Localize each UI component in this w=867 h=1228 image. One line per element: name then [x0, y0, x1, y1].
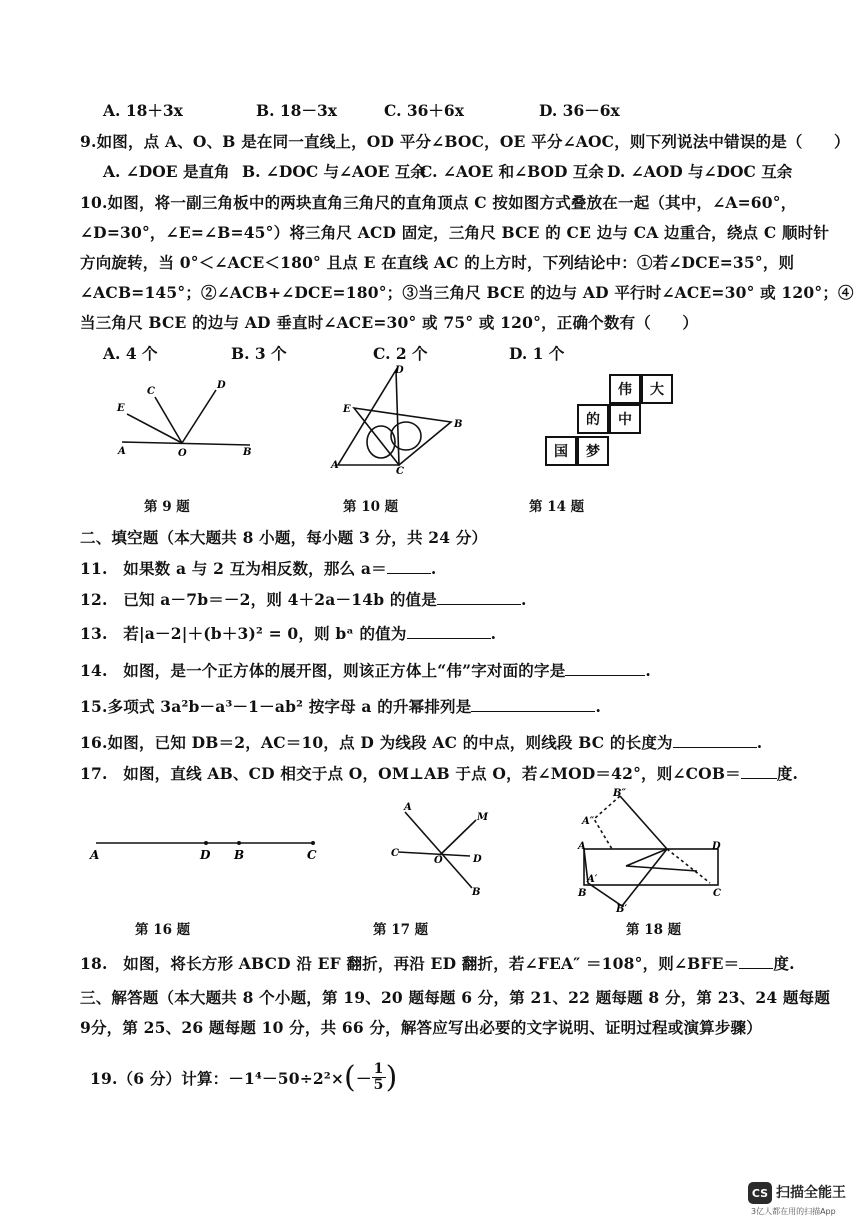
- section-3-line-1: 三、解答题（本大题共 8 个小题，第 19、20 题每题 6 分，第 21、22 题每题 8 分，第 23、24 题每题: [80, 988, 831, 1007]
- q19-paren-right: ): [385, 1059, 398, 1095]
- q17-end: 度.: [776, 764, 799, 783]
- q15-text: 15.多项式 3a²b－a³－1－ab² 按字母 a 的升幂排列是: [80, 697, 472, 716]
- fig10-label-b: B: [454, 419, 463, 430]
- q15: [80, 695, 601, 717]
- q15-end: .: [595, 697, 602, 716]
- q16-text: 16.如图，已知 DB＝2，AC＝10，点 D 为线段 AC 的中点，则线段 BC 的长度为: [80, 733, 673, 752]
- q10-line-2: ∠D=30°，∠E=∠B=45°）将三角尺 ACD 固定，三角尺 BCE 的 CE 边与 CA 边重合，绕点 C 顺时针: [80, 223, 830, 242]
- fig17-label-a: A: [404, 802, 412, 813]
- fig9-label-d: D: [217, 380, 226, 391]
- q19-fraction-numerator: 1: [373, 1061, 384, 1077]
- figure-10: [326, 362, 466, 477]
- q19-fraction-denominator: 5: [373, 1077, 384, 1093]
- q13-end: .: [490, 624, 497, 643]
- q10-line-3: 方向旋转，当 0°＜∠ACE＜180° 且点 E 在直线 AC 的上方时，下列结论中：①若∠DCE=35°，则: [80, 253, 795, 272]
- fig17-label-b: B: [472, 887, 481, 898]
- q8-option-c: C. 36＋6x: [384, 101, 464, 120]
- q8-option-b: B. 18－3x: [256, 101, 337, 120]
- fig17-label-d: D: [473, 854, 482, 865]
- fig10-label-a: A: [331, 460, 339, 471]
- q16-blank[interactable]: [673, 733, 757, 748]
- section-2-title: 二、填空题（本大题共 8 小题，每小题 3 分，共 24 分）: [80, 528, 488, 547]
- scanner-logo-badge: CS: [748, 1182, 772, 1204]
- q10-option-a: A. 4 个: [103, 344, 158, 363]
- fig18-label-a: A: [578, 841, 586, 852]
- fig9-label-c: C: [147, 386, 155, 397]
- q12-blank[interactable]: [437, 590, 521, 605]
- q19-fraction: [372, 1062, 386, 1093]
- figure-17: [388, 800, 498, 900]
- q10-option-d: D. 1 个: [509, 344, 565, 363]
- q12-text: 12. 已知 a－7b＝－2，则 4＋2a－14b 的值是: [80, 590, 437, 609]
- scanner-logo-name: 扫描全能王: [776, 1185, 846, 1201]
- q13-text: 13. 若|a－2|＋(b＋3)² = 0，则 bᵃ 的值为: [80, 624, 407, 643]
- fig14-caption: 第 14 题: [529, 499, 585, 515]
- fig17-label-o: O: [434, 855, 443, 866]
- q18-text: 18. 如图，将长方形 ABCD 沿 EF 翻折，再沿 ED 翻折，若∠FEA″ ＝108°，则∠BFE＝: [80, 954, 740, 973]
- q19: [90, 1059, 398, 1095]
- fig18-caption: 第 18 题: [626, 922, 682, 938]
- q9-option-b: B. ∠DOC 与∠AOE 互余: [242, 162, 426, 181]
- q10-option-c: C. 2 个: [373, 344, 428, 363]
- fig18-label-b2: B″: [613, 788, 626, 799]
- figure-16: [88, 832, 328, 864]
- figure-9: [110, 378, 270, 460]
- fig17-label-c: C: [391, 848, 399, 859]
- q10-line-5: 当三角尺 BCE 的边与 AD 垂直时∠ACE=30° 或 75° 或 120°，正确个数有（ ）: [80, 313, 699, 332]
- q14-text: 14. 如图，是一个正方体的展开图，则该正方体上“伟”字对面的字是: [80, 661, 566, 680]
- fig18-label-d: D: [712, 841, 721, 852]
- fig18-label-b: B: [578, 888, 587, 899]
- fig9-label-b: B: [243, 447, 252, 458]
- q18: [80, 952, 795, 974]
- section-3-line-2: 9分，第 25、26 题每题 10 分，共 66 分，解答应写出必要的文字说明、证明过程或演算步骤）: [80, 1018, 762, 1037]
- fig16-label-b: B: [234, 848, 245, 862]
- fig10-label-e: E: [343, 404, 351, 415]
- q17-blank[interactable]: [741, 764, 777, 779]
- fig17-label-m: M: [477, 812, 489, 823]
- fig9-label-o: O: [178, 448, 187, 459]
- q13-blank[interactable]: [407, 624, 491, 639]
- q8-option-d: D. 36－6x: [539, 101, 620, 120]
- fig10-caption: 第 10 题: [343, 499, 399, 515]
- q8-option-a: A. 18＋3x: [103, 101, 183, 120]
- fig10-label-d: D: [395, 365, 404, 376]
- q18-blank[interactable]: [739, 954, 773, 969]
- q10-line-1: 10.如图，将一副三角板中的两块直角三角尺的直角顶点 C 按如图方式叠放在一起（其中，∠A=60°，: [80, 193, 797, 212]
- net-cell-1: 伟: [609, 374, 641, 404]
- fig16-label-d: D: [200, 848, 211, 862]
- net-cell-3: 的: [577, 404, 609, 434]
- fig16-label-c: C: [307, 848, 317, 862]
- fig18-label-c: C: [713, 888, 721, 899]
- fig16-caption: 第 16 题: [135, 922, 191, 938]
- fig18-label-a1: A′: [587, 874, 598, 885]
- q11-text: 11. 如果数 a 与 2 互为相反数，那么 a＝: [80, 559, 387, 578]
- net-cell-6: 梦: [577, 436, 609, 466]
- fig16-label-a: A: [90, 848, 100, 862]
- q16-end: .: [756, 733, 763, 752]
- q19-text: 19.（6 分）计算：－1⁴－50÷2²×: [90, 1068, 345, 1088]
- fig18-label-a2: A″: [582, 816, 595, 827]
- q17-text: 17. 如图，直线 AB、CD 相交于点 O，OM⊥AB 于点 O，若∠MOD＝42°，则∠COB＝: [80, 764, 741, 783]
- q14: [80, 659, 651, 681]
- q14-blank[interactable]: [565, 661, 645, 676]
- scanner-logo-subtitle: 3亿人都在用的扫描App: [751, 1207, 836, 1216]
- q18-end: 度.: [773, 954, 795, 973]
- q9-option-a: A. ∠DOE 是直角: [103, 162, 230, 181]
- q9-option-d: D. ∠AOD 与∠DOC 互余: [607, 162, 793, 181]
- net-cell-5: 国: [545, 436, 577, 466]
- q17: [80, 762, 798, 784]
- net-cell-4: 中: [609, 404, 641, 434]
- fig18-label-b1: B′: [616, 904, 628, 915]
- q10-option-b: B. 3 个: [231, 344, 287, 363]
- q10-line-4: ∠ACB=145°；②∠ACB+∠DCE=180°；③当三角尺 BCE 的边与 AD 平行时∠ACE=30° 或 120°；④: [80, 283, 854, 302]
- q9-option-c: C. ∠AOE 和∠BOD 互余: [420, 162, 604, 181]
- q11-blank[interactable]: [387, 559, 431, 574]
- net-cell-2: 大: [641, 374, 673, 404]
- q15-blank[interactable]: [471, 697, 595, 712]
- q19-paren-left: (: [344, 1059, 356, 1095]
- fig9-caption: 第 9 题: [144, 499, 190, 515]
- q12-end: .: [520, 590, 527, 609]
- q11: [80, 557, 436, 579]
- q9-stem: 9.如图，点 A、O、B 是在同一直线上，OD 平分∠BOC，OE 平分∠AOC，则下列说法中错误的是（ ）: [80, 132, 850, 151]
- fig9-label-e: E: [117, 403, 125, 414]
- fig9-label-a: A: [118, 446, 126, 457]
- q14-end: .: [645, 661, 652, 680]
- q12: [80, 588, 527, 610]
- fig10-label-c: C: [396, 466, 404, 477]
- q13: [80, 622, 496, 644]
- q16: [80, 731, 762, 753]
- q11-end: .: [430, 559, 437, 578]
- q19-sign: －: [355, 1068, 372, 1088]
- figure-18: [572, 786, 732, 916]
- fig17-caption: 第 17 题: [373, 922, 429, 938]
